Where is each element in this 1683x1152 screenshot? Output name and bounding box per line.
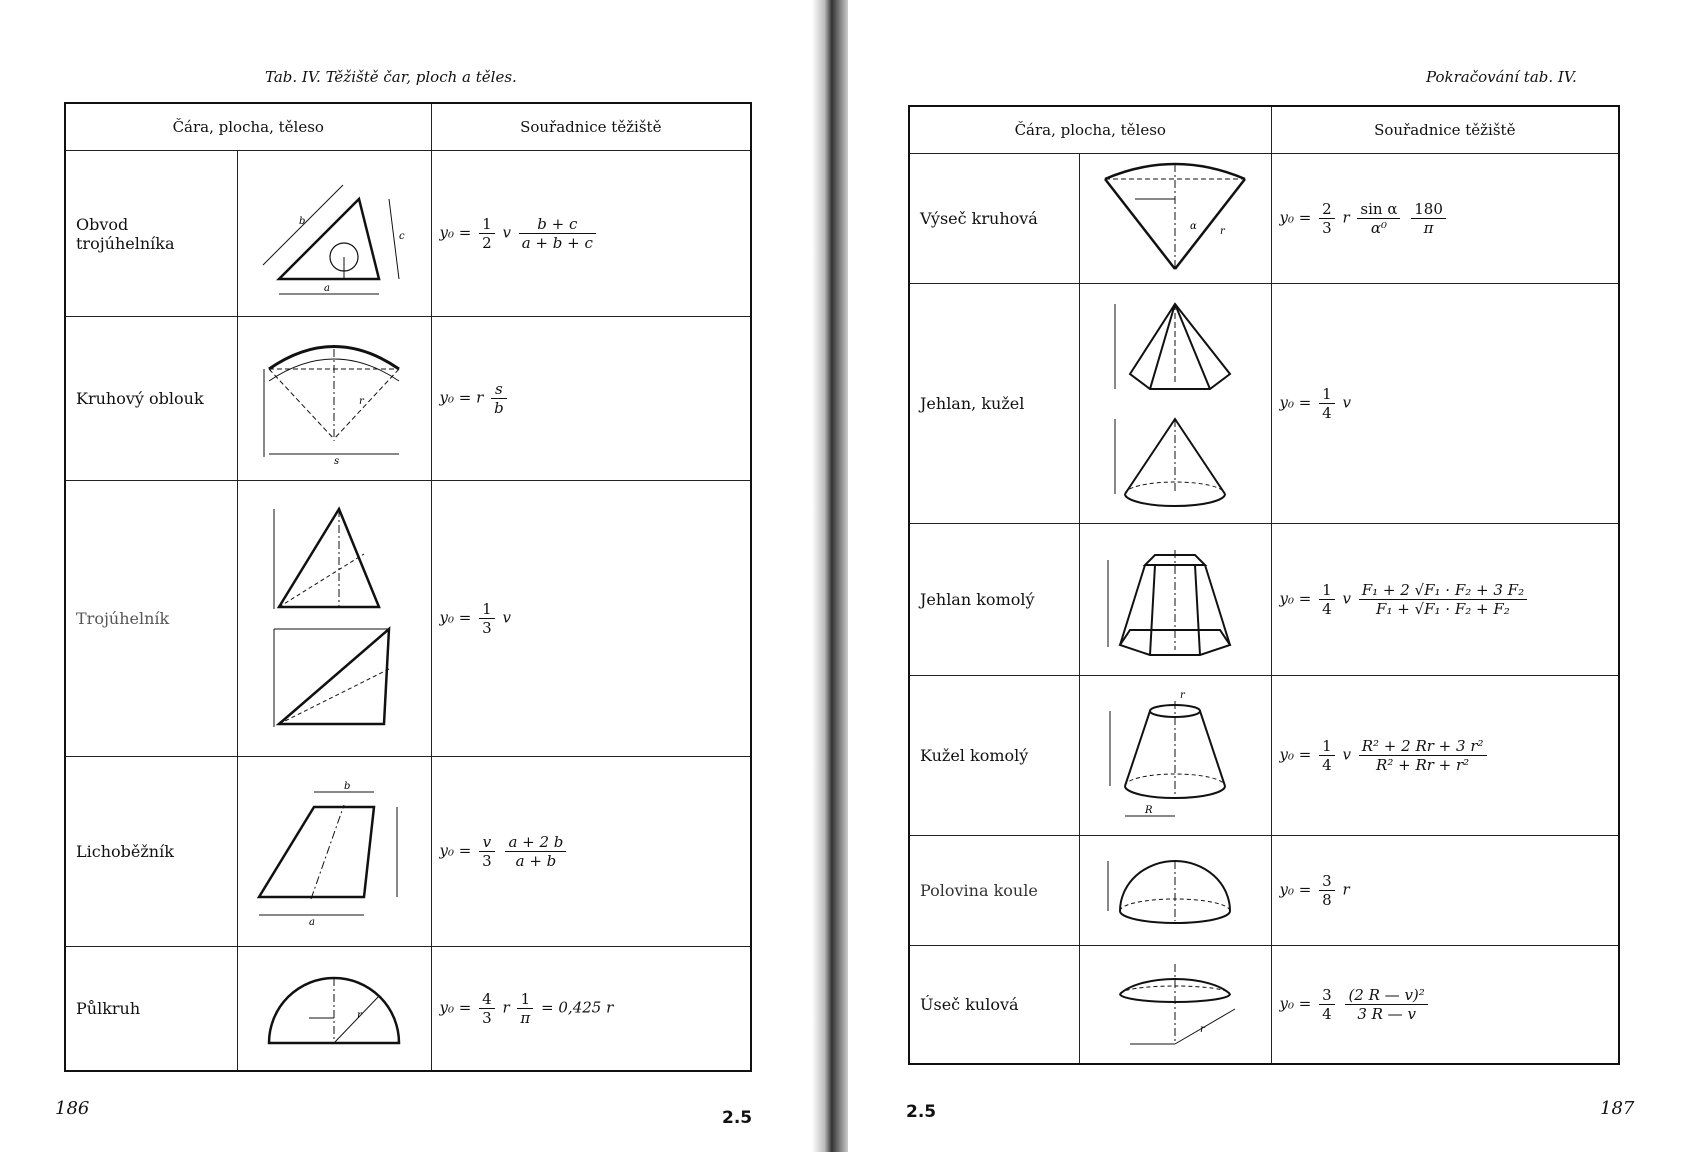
svg-text:c: c (399, 230, 405, 242)
circular-arc-figure (237, 317, 431, 481)
formula-lhs: y₀ = (1279, 208, 1312, 227)
svg-text:a: a (324, 282, 330, 294)
formula-factor: v (502, 608, 511, 627)
formula-factor: v (502, 223, 511, 242)
formula (431, 151, 751, 317)
shape-name: Jehlan, kužel (909, 284, 1079, 524)
pyramid-cone-figure (1079, 284, 1271, 524)
svg-text:b: b (344, 780, 351, 792)
fraction: $\frac{\text{F₁ + 2 √F₁ · F₂ + 3 F₂}}{\text{F₁ + √F₁ · F₂ + F₂}}$ (1359, 581, 1527, 618)
fraction: $\frac{1}{4}$ (1319, 737, 1335, 774)
formula-factor: r (1342, 208, 1350, 227)
formula-lhs: y₀ = (1279, 880, 1312, 899)
formula-lhs: y₀ = (439, 608, 472, 627)
formula-factor: r (1342, 880, 1350, 899)
fraction: $\frac{1}{4}$ (1319, 385, 1335, 422)
shape-name: Polovina koule (909, 836, 1079, 946)
header-shape: Čára, plocha, těleso (65, 103, 431, 151)
table-row (909, 946, 1619, 1064)
fraction: $\frac{1}{3}$ (479, 600, 495, 637)
trapezoid-figure (237, 757, 431, 947)
semicircle-figure (237, 947, 431, 1071)
fraction: $\frac{a + 2 b}{a + b}$ (505, 833, 566, 870)
page-number: 186 (55, 1098, 90, 1119)
table-row (65, 317, 751, 481)
shape-name: Jehlan komolý (909, 524, 1079, 676)
table-row (909, 676, 1619, 836)
formula (1271, 284, 1619, 524)
svg-text:s: s (334, 455, 340, 467)
page-number: 187 (1600, 1098, 1635, 1119)
shape-name: Úseč kulová (909, 946, 1079, 1064)
shape-name: Kužel komolý (909, 676, 1079, 836)
svg-text:r: r (1180, 689, 1185, 701)
formula (431, 757, 751, 947)
table-row (65, 151, 751, 317)
fraction: $\frac{1}{\pi}$ (517, 990, 533, 1027)
circular-sector-figure (1079, 154, 1271, 284)
centroid-table (64, 102, 752, 1072)
formula (1271, 524, 1619, 676)
shape-name: Lichoběžník (65, 757, 237, 947)
page-title: Tab. IV. Těžiště čar, ploch a těles. (265, 68, 517, 86)
triangle-figure (237, 481, 431, 757)
formula-result: = 0,425 r (541, 998, 614, 1017)
svg-text:r: r (359, 395, 364, 407)
formula-lhs: y₀ = (439, 223, 472, 242)
spherical-cap-figure (1079, 946, 1271, 1064)
fraction: $\frac{3}{8}$ (1319, 872, 1335, 909)
frustum-cone-figure (1079, 676, 1271, 836)
shape-name: Trojúhelník (65, 481, 237, 757)
fraction: $\frac{v}{3}$ (479, 833, 495, 870)
shape-name: Kruhový oblouk (65, 317, 237, 481)
formula-factor: v (1342, 745, 1351, 764)
svg-text:r: r (1200, 1024, 1205, 1036)
fraction: $\frac{\text{(2 R — v)²}}{3 R — v}$ (1345, 986, 1427, 1023)
formula-lhs: y₀ = (1279, 745, 1312, 764)
formula (1271, 946, 1619, 1064)
fraction: $\frac{2}{3}$ (1319, 200, 1335, 237)
formula-lhs: y₀ = (1279, 994, 1312, 1013)
formula (431, 317, 751, 481)
fraction: $\frac{1}{4}$ (1319, 581, 1335, 618)
formula-lhs: y₀ = (439, 998, 472, 1017)
formula-factor: v (1342, 589, 1351, 608)
formula (1271, 836, 1619, 946)
page-title: Pokračování tab. IV. (1426, 68, 1577, 86)
table-row (909, 836, 1619, 946)
table-row (65, 757, 751, 947)
centroid-table-continued (908, 105, 1620, 1065)
formula-lhs: y₀ = r (439, 388, 484, 407)
hemisphere-figure (1079, 836, 1271, 946)
header-coordinates: Souřadnice těžiště (431, 103, 751, 151)
formula-lhs: y₀ = (439, 841, 472, 860)
fraction: $\frac{180}{\pi}$ (1411, 200, 1446, 237)
table-row (65, 947, 751, 1071)
formula-lhs: y₀ = (1279, 393, 1312, 412)
table-row (909, 154, 1619, 284)
fraction: $\frac{1}{2}$ (479, 215, 495, 252)
fraction: $\frac{3}{4}$ (1319, 986, 1335, 1023)
shape-name: Půlkruh (65, 947, 237, 1071)
fraction: $\frac{\text{R² + 2 Rr + 3 r²}}{\text{R² + Rr + r²}}$ (1359, 737, 1487, 774)
svg-text:r: r (357, 1010, 362, 1022)
formula (431, 481, 751, 757)
right-page (870, 0, 1683, 1152)
formula-factor: r (502, 998, 510, 1017)
header-shape: Čára, plocha, těleso (909, 106, 1271, 154)
shape-name: Obvod trojúhelníka (65, 151, 237, 317)
fraction: $\frac{s}{b}$ (491, 380, 507, 417)
formula (1271, 676, 1619, 836)
svg-text:b: b (299, 215, 306, 227)
fraction: $\frac{\text{sin α}}{\text{α⁰}}$ (1357, 200, 1400, 237)
book-gutter (812, 0, 848, 1152)
svg-text:r: r (1220, 225, 1225, 237)
shape-name: Výseč kruhová (909, 154, 1079, 284)
table-row (65, 481, 751, 757)
table-row (909, 524, 1619, 676)
header-coordinates: Souřadnice těžiště (1271, 106, 1619, 154)
formula-lhs: y₀ = (1279, 589, 1312, 608)
svg-text:R: R (1145, 804, 1153, 816)
svg-text:a: a (309, 916, 315, 927)
table-row (909, 284, 1619, 524)
formula (431, 947, 751, 1071)
frustum-pyramid-figure (1079, 524, 1271, 676)
triangle-perimeter-figure (237, 151, 431, 317)
left-page (0, 0, 815, 1152)
formula (1271, 154, 1619, 284)
fraction: $\frac{4}{3}$ (479, 990, 495, 1027)
section-number: 2.5 (722, 1108, 753, 1128)
section-number: 2.5 (906, 1102, 937, 1122)
svg-text:α: α (1190, 220, 1197, 232)
formula-factor: v (1342, 393, 1351, 412)
fraction: $\frac{b + c}{a + b + c}$ (519, 215, 596, 252)
